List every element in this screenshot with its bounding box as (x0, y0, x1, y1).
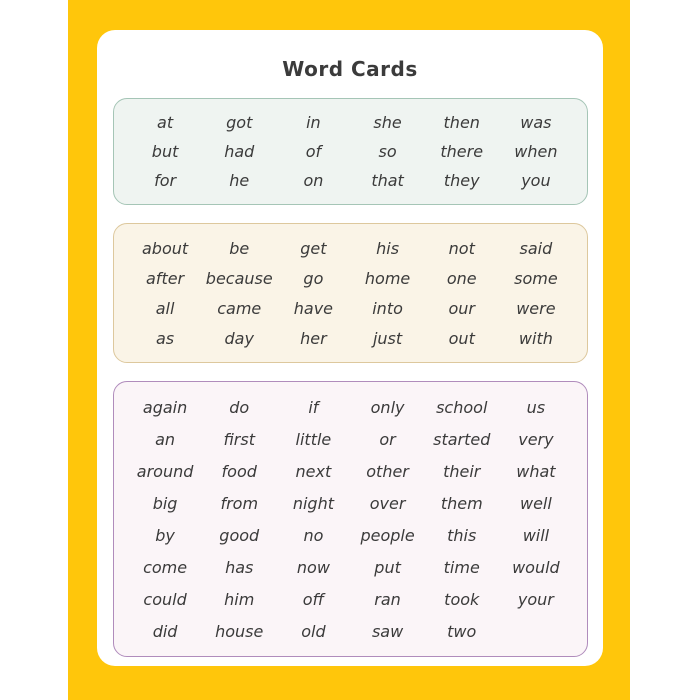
word-cell: people (360, 525, 415, 545)
word-cell: day (224, 328, 254, 348)
word-cell: about (141, 238, 189, 258)
word-cell: for (154, 171, 177, 190)
word-sections (113, 98, 588, 657)
word-cell: old (301, 621, 326, 641)
word-cell: they (443, 171, 480, 190)
word-group-set-1 (113, 98, 588, 205)
word-cell: with (518, 328, 553, 348)
word-cell: go (303, 268, 324, 288)
word-cell: well (519, 493, 552, 513)
word-cell: has (225, 557, 254, 577)
word-cell: come (143, 557, 188, 577)
word-cell: little (295, 429, 332, 449)
word-cell: did (152, 621, 178, 641)
word-cell: that (371, 171, 404, 190)
word-cell: said (519, 238, 553, 258)
word-cell: our (448, 298, 475, 318)
word-cell: house (215, 621, 264, 641)
word-cell: have (293, 298, 334, 318)
word-cell: no (303, 525, 324, 545)
word-cell: do (229, 397, 250, 417)
word-cell: then (443, 113, 480, 132)
word-cell: had (224, 142, 255, 161)
word-cell: what (516, 461, 556, 481)
word-cell: you (521, 171, 551, 190)
word-cell: over (369, 493, 406, 513)
word-cell: after (146, 268, 185, 288)
word-cell: two (447, 621, 477, 641)
word-cell: were (516, 298, 556, 318)
word-cell: put (374, 557, 401, 577)
word-cell: first (223, 429, 255, 449)
word-cell: not (448, 238, 475, 258)
word-cell: big (152, 493, 178, 513)
word-cell: an (155, 429, 176, 449)
word-cell: there (440, 142, 484, 161)
word-cell: again (142, 397, 188, 417)
word-cell: into (372, 298, 403, 318)
word-cell: got (226, 113, 253, 132)
worksheet-card (97, 30, 603, 666)
word-cell: their (443, 461, 481, 481)
word-cell: came (217, 298, 262, 318)
word-cell: but (151, 142, 179, 161)
word-cell: in (306, 113, 321, 132)
page-title: Word Cards (282, 57, 418, 81)
word-cell: us (526, 397, 546, 417)
word-cell: when (514, 142, 558, 161)
yellow-poster (68, 0, 630, 700)
word-cell: if (308, 397, 319, 417)
word-cell: very (518, 429, 554, 449)
word-cell: will (522, 525, 550, 545)
word-cell: at (157, 113, 174, 132)
word-cell: started (433, 429, 491, 449)
word-cell: could (143, 589, 187, 609)
word-cell: she (373, 113, 402, 132)
word-cell: one (446, 268, 477, 288)
word-cell: night (292, 493, 334, 513)
word-cell: as (156, 328, 175, 348)
word-cell: by (155, 525, 175, 545)
word-cell: good (219, 525, 260, 545)
word-group-set-3 (113, 381, 588, 657)
word-cell: of (305, 142, 322, 161)
empty-cell (499, 615, 573, 647)
word-cell: or (379, 429, 396, 449)
word-cell: school (436, 397, 488, 417)
word-cell: took (444, 589, 480, 609)
word-cell: get (300, 238, 327, 258)
word-cell: was (520, 113, 552, 132)
word-cell: be (229, 238, 250, 258)
word-cell: her (300, 328, 327, 348)
word-cell: this (447, 525, 477, 545)
word-cell: on (303, 171, 324, 190)
word-cell: would (512, 557, 560, 577)
word-cell: them (440, 493, 483, 513)
word-cell: home (364, 268, 411, 288)
word-cell: he (229, 171, 250, 190)
word-cell: some (514, 268, 558, 288)
word-cell: out (448, 328, 475, 348)
word-cell: saw (371, 621, 404, 641)
word-cell: ran (374, 589, 401, 609)
word-cell: his (376, 238, 400, 258)
word-cell: just (372, 328, 403, 348)
word-cell: next (295, 461, 332, 481)
word-cell: time (443, 557, 480, 577)
word-cell: from (220, 493, 259, 513)
word-cell: other (366, 461, 409, 481)
word-cell: so (378, 142, 397, 161)
word-cell: him (224, 589, 255, 609)
word-cell: because (205, 268, 273, 288)
word-cell: food (221, 461, 257, 481)
word-cell: all (155, 298, 175, 318)
word-group-set-2 (113, 223, 588, 363)
word-cell: your (517, 589, 554, 609)
word-cell: only (370, 397, 405, 417)
word-cell: now (296, 557, 330, 577)
word-cell: around (136, 461, 194, 481)
word-cell: off (302, 589, 325, 609)
